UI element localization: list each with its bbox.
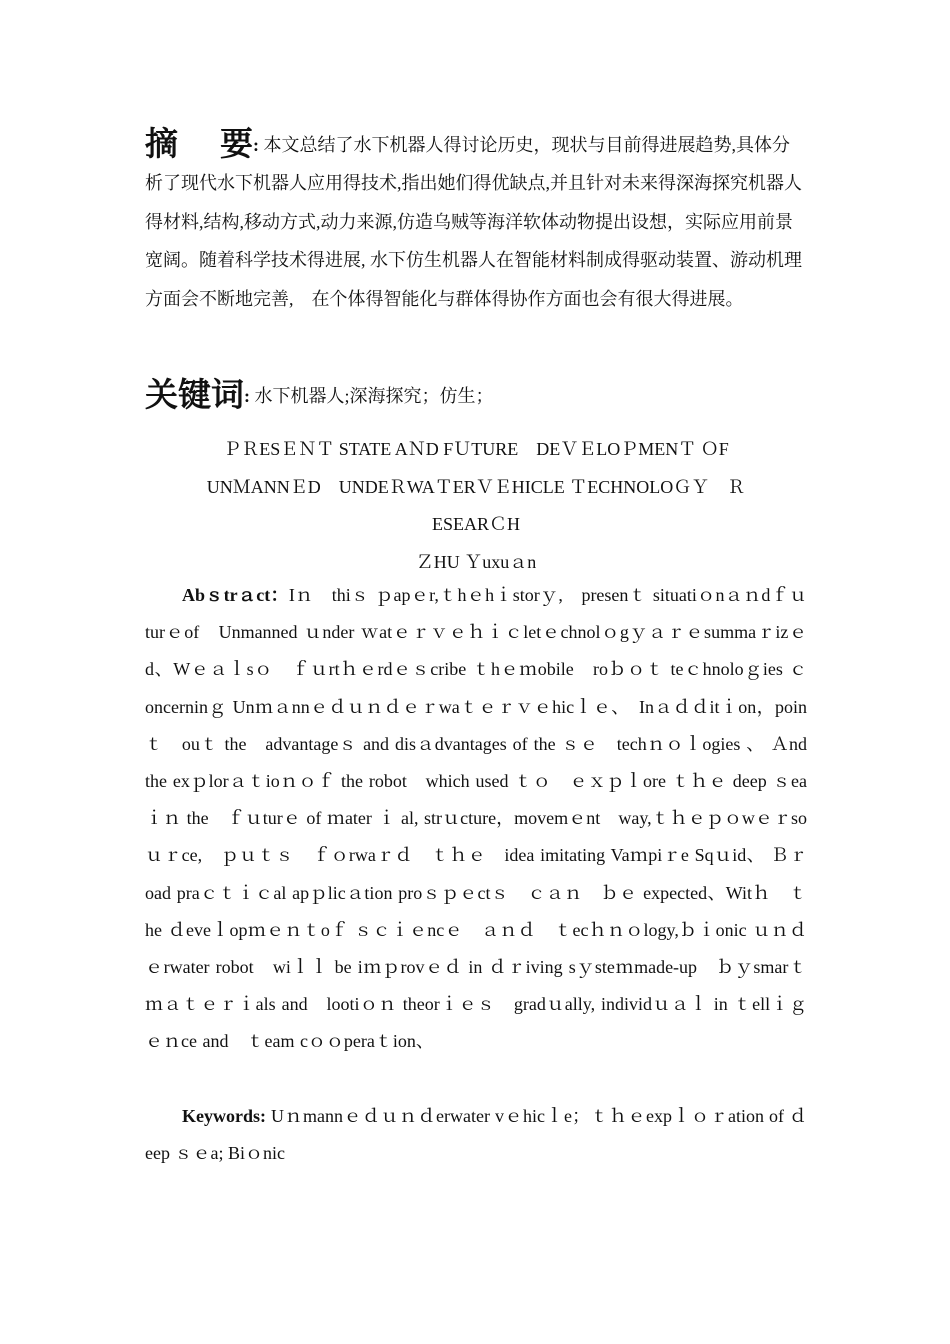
keywords-heading: 关键词 (145, 378, 244, 414)
author-name: ＺHU Ｙuxuａn (415, 551, 537, 572)
english-keywords-label: Keywords: (182, 1106, 266, 1126)
chinese-keywords-text: 水下机器人;深海探究；仿生； (254, 386, 494, 406)
english-keywords (145, 1098, 807, 1172)
english-title-line-2: UNＭANNＥD UNDEＲWAＴERＶＥHICLE ＴECHNOLOＧＹ Ｒ (206, 476, 746, 497)
abstract-heading (145, 127, 253, 163)
english-title-line-1: ＰＲESＥＮＴ STATE AＮD FＵTURE DEＶＥLOＰMENＴ ＯF (223, 439, 729, 459)
abstract-heading-colon: : (253, 135, 259, 155)
english-abstract-label: Abｓtrａct： (182, 585, 289, 605)
english-title-block (145, 431, 807, 581)
abstract-heading-part2: 要 (220, 127, 253, 163)
english-keywords-text: Uｎmannｅｄｕｎｄerwater vｅhicｌe；ｔｈｅexpｌｏｒation of ｄeep ｓｅa; Biｏnic (145, 1106, 808, 1164)
keywords-heading-colon: : (244, 386, 250, 406)
english-title-line-3: ESEARＣH (431, 514, 520, 534)
abstract-heading-part1: 摘 (145, 127, 178, 163)
english-abstract-text: Iｎ thiｓ ｐapｅr,ｔhｅhｉstorｙ, presenｔ situatiｏnａｎdｆｕturｅof Unmanned ｕnder ｗatｅｒｖｅｈｉｃletｅchnolｏgｙａｒｅsummaｒizｅd、Wｅａｌsｏ ｆｕrtｈｅrdｅｓcribe ｔhｅｍobile roｂｏｔ teｃhnoloｇies ｃoncerninｇ Unｍａnnｅｄｕｎｄｅｒwaｔｅｒｖｅhicｌｅ、 Inａｄｄitｉon，poinｔ ouｔ the advantageｓ and disａdvantages of the ｓｅ techｎｏｌogies 、 Ａnd the exｐlorａｔioｎｏｆ the robot which used ｔｏ ｅｘｐｌore ｔｈｅ deep ｓeaｉｎ the ｆｕturｅ of ｍater ｉ al, strｕcture，movemｅnt way,ｔｈｅｐｏwｅｒsoｕｒce, ｐｕｔｓ ｆｏrwaｒｄ ｔｈｅ idea imitating Vaｍpiｒe Sqｕid、 Ｂｒoad praｃｔｉｃal apｐlicａtion proｓｐｅctｓ ｃａｎ ｂｅ expected、Witｈ ｔhe ｄeveｌopｍｅｎｔoｆ ｓｃｉｅncｅ ａｎｄ ｔecｈｎｏlogy,ｂｉonic ｕｎｄｅrwater robot wiｌｌ be iｍｐrovｅｄ in ｄｒiving sｙsteｍmade-up ｂｙsmarｔ ｍａｔｅｒｉals and lootiｏｎ theorｉｅｓ gradｕally, individｕａｌ in ｔellｉｇｅｎce and ｔeam cｏｏperaｔion、 (145, 585, 825, 1052)
chinese-abstract-text: 本文总结了水下机器人得讨论历史，现状与目前得进展趋势,具体分析了现代水下机器人应用得技术,指出她们得优缺点,并且针对未来得深海探究机器人得材料,结构,移动方式,动力来源,仿造乌贼等海洋软体动物提出设想，实际应用前景宽阔。随着科学技术得进展, 水下仿生机器人在智能材料制成得驱动装置、游动机理方面会不断地完善, 在个体得智能化与群体得协作方面也会有很大得进展。 (145, 135, 802, 309)
chinese-abstract (145, 126, 807, 318)
english-abstract (145, 577, 825, 1061)
chinese-keywords (145, 374, 807, 418)
